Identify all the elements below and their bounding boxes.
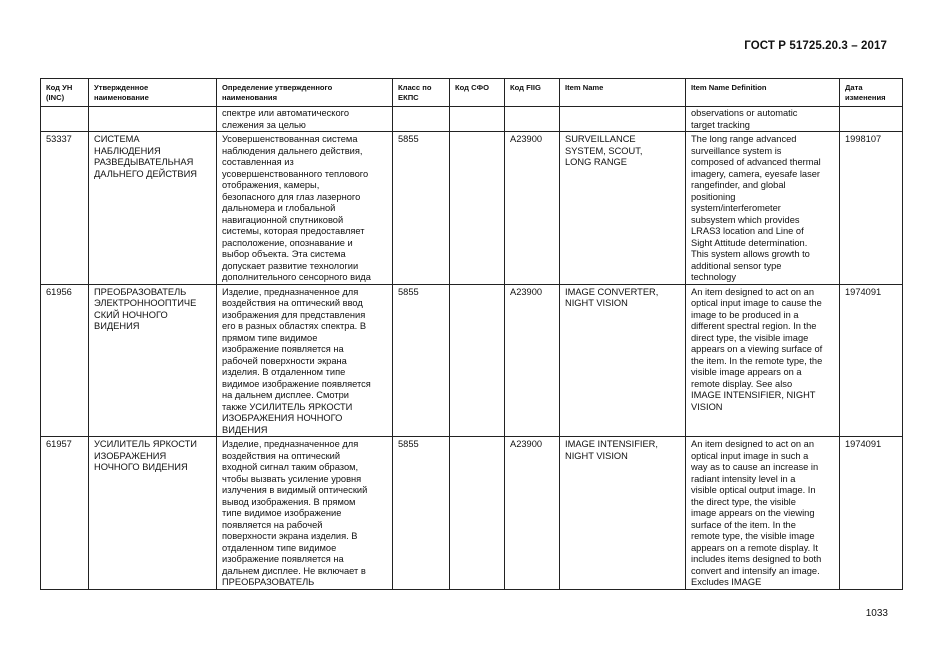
cell-date [840,107,903,132]
cell-name-ru: ПРЕОБРАЗОВАТЕЛЬ ЭЛЕКТРОННООПТИЧЕ СКИЙ НОЧНОГО ВИДЕНИЯ [89,284,217,437]
header-change-date: Дата изменения [840,79,903,107]
cell-sfo [450,132,505,285]
header-fiig-code: Код FIIG [505,79,560,107]
table-row [41,284,903,437]
item-names-table [40,78,903,590]
cell-definition-ru: спектре или автоматического слежения за целью [217,107,393,132]
cell-item-name: IMAGE INTENSIFIER, NIGHT VISION [560,437,686,590]
cell-ekps: 5855 [393,437,450,590]
cell-definition-ru: Изделие, предназначенное для воздействия на оптический ввод изображения для представления его в разных областях спектра. В прямом типе видимое изображение появляется на рабочей поверхности экрана изделия. В отдаленном типе видимое изображение появляется на дальнем дисплее. Смотри также УСИЛИТЕЛЬ ЯРКОСТИ ИЗОБРАЖЕНИЯ НОЧНОГО ВИДЕНИЯ [217,284,393,437]
cell-date: 1974091 [840,437,903,590]
cell-ekps: 5855 [393,284,450,437]
table-row [41,437,903,590]
cell-item-definition: An item designed to act on an optical input image to cause the image to be produced in a different spectral region. In the direct type, the visible image appears on a viewing surface of the item. In the remote type, the visible image appears on a remote display. See also IMAGE INTENSIFIER, NIGHT VISION [686,284,840,437]
cell-item-definition: The long range advanced surveillance system is composed of advanced thermal imagery, camera, eyesafe laser rangefinder, and global positioning system/interferometer subsystem which provides LRAS3 location and Line of Sight Attitude determination. This system allows growth to additional sensor type technology [686,132,840,285]
header-item-name-definition: Item Name Definition [686,79,840,107]
cell-inc: 61956 [41,284,89,437]
page-number: 1033 [865,608,888,619]
header-sfo-code: Код СФО [450,79,505,107]
header-inc: Код УН (INC) [41,79,89,107]
header-ekps-class: Класс по ЕКПС [393,79,450,107]
cell-ekps: 5855 [393,132,450,285]
header-item-name: Item Name [560,79,686,107]
cell-name-ru: УСИЛИТЕЛЬ ЯРКОСТИ ИЗОБРАЖЕНИЯ НОЧНОГО ВИДЕНИЯ [89,437,217,590]
cell-date: 1974091 [840,284,903,437]
cell-inc [41,107,89,132]
header-name-definition-ru: Определение утвержденного наименования [217,79,393,107]
cell-fiig: A23900 [505,132,560,285]
cell-name-ru: СИСТЕМА НАБЛЮДЕНИЯ РАЗВЕДЫВАТЕЛЬНАЯ ДАЛЬНЕГО ДЕЙСТВИЯ [89,132,217,285]
cell-definition-ru: Изделие, предназначенное для воздействия на оптический входной сигнал таким образом, чтобы вызвать усиление уровня излучения в видимый оптический вывод изображения. В прямом типе видимое изображение появляется на рабочей поверхности экрана изделия. В отдаленном типе видимое изображение появляется на дальнем дисплее. Не включает в ПРЕОБРАЗОВАТЕЛЬ [217,437,393,590]
header-approved-name: Утвержденное наименование [89,79,217,107]
cell-fiig: A23900 [505,437,560,590]
cell-sfo [450,284,505,437]
cell-item-definition: An item designed to act on an optical input image in such a way as to cause an increase in radiant intensity level in a visible optical output image. In the direct type, the visible image appears on the viewing surface of the item. In the remote type, the visible image appears on a remote display. It includes items designed to both convert and intensify an image. Excludes IMAGE [686,437,840,590]
table-row [41,132,903,285]
cell-name-ru [89,107,217,132]
cell-item-name: SURVEILLANCE SYSTEM, SCOUT, LONG RANGE [560,132,686,285]
cell-inc: 53337 [41,132,89,285]
table-row-continuation [41,107,903,132]
cell-item-name: IMAGE CONVERTER, NIGHT VISION [560,284,686,437]
cell-item-definition: observations or automatic target tracking [686,107,840,132]
table-header-row [41,79,903,107]
document-title: ГОСТ Р 51725.20.3 – 2017 [744,40,887,52]
cell-ekps [393,107,450,132]
cell-inc: 61957 [41,437,89,590]
cell-item-name [560,107,686,132]
cell-definition-ru: Усовершенствованная система наблюдения дальнего действия, составленная из усовершенствованного теплового отображения, камеры, безопасного для глаз лазерного дальномера и глобальной навигационной спутниковой системы, которая предоставляет расположение, опознавание и выбор объекта. Эта система допускает развитие технологии дополнительного сенсорного вида [217,132,393,285]
cell-fiig [505,107,560,132]
cell-date: 1998107 [840,132,903,285]
cell-sfo [450,107,505,132]
cell-fiig: A23900 [505,284,560,437]
cell-sfo [450,437,505,590]
